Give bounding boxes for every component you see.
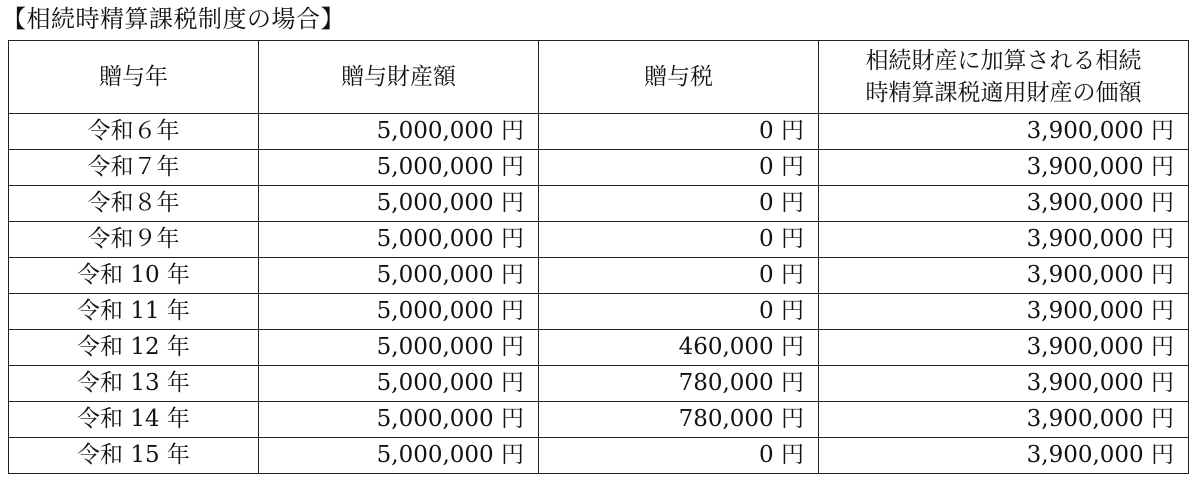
cell-year: 令和６年 xyxy=(9,114,259,150)
cell-amount: 5,000,000 円 xyxy=(259,222,539,258)
header-tax: 贈与税 xyxy=(539,41,819,114)
cell-tax: 460,000 円 xyxy=(539,330,819,366)
cell-value: 3,900,000 円 xyxy=(819,402,1189,438)
cell-amount: 5,000,000 円 xyxy=(259,330,539,366)
cell-tax: 0 円 xyxy=(539,438,819,474)
cell-amount: 5,000,000 円 xyxy=(259,150,539,186)
cell-amount: 5,000,000 円 xyxy=(259,402,539,438)
cell-year: 令和 14 年 xyxy=(9,402,259,438)
table-body xyxy=(9,114,1189,474)
cell-amount: 5,000,000 円 xyxy=(259,366,539,402)
cell-value: 3,900,000 円 xyxy=(819,330,1189,366)
table-row xyxy=(9,150,1189,186)
header-value-line1: 相続財産に加算される相続 xyxy=(865,48,1142,74)
cell-tax: 0 円 xyxy=(539,258,819,294)
table-row xyxy=(9,294,1189,330)
cell-amount: 5,000,000 円 xyxy=(259,294,539,330)
gift-tax-table xyxy=(8,40,1189,474)
table-row xyxy=(9,222,1189,258)
cell-year: 令和 10 年 xyxy=(9,258,259,294)
header-value xyxy=(819,41,1189,114)
header-row xyxy=(9,41,1189,114)
table-row xyxy=(9,438,1189,474)
cell-value: 3,900,000 円 xyxy=(819,222,1189,258)
cell-year: 令和 13 年 xyxy=(9,366,259,402)
cell-amount: 5,000,000 円 xyxy=(259,186,539,222)
table-row xyxy=(9,258,1189,294)
cell-value: 3,900,000 円 xyxy=(819,114,1189,150)
header-amount: 贈与財産額 xyxy=(259,41,539,114)
header-year: 贈与年 xyxy=(9,41,259,114)
cell-value: 3,900,000 円 xyxy=(819,186,1189,222)
table-row xyxy=(9,402,1189,438)
cell-year: 令和８年 xyxy=(9,186,259,222)
cell-value: 3,900,000 円 xyxy=(819,294,1189,330)
table-row xyxy=(9,330,1189,366)
cell-year: 令和 15 年 xyxy=(9,438,259,474)
cell-year: 令和７年 xyxy=(9,150,259,186)
table-row xyxy=(9,366,1189,402)
table-row xyxy=(9,114,1189,150)
cell-value: 3,900,000 円 xyxy=(819,366,1189,402)
cell-tax: 0 円 xyxy=(539,294,819,330)
cell-year: 令和 11 年 xyxy=(9,294,259,330)
cell-tax: 0 円 xyxy=(539,186,819,222)
cell-value: 3,900,000 円 xyxy=(819,438,1189,474)
cell-tax: 0 円 xyxy=(539,150,819,186)
cell-amount: 5,000,000 円 xyxy=(259,438,539,474)
cell-year: 令和９年 xyxy=(9,222,259,258)
section-heading: 【相続時精算課税制度の場合】 xyxy=(2,5,345,33)
cell-amount: 5,000,000 円 xyxy=(259,258,539,294)
cell-value: 3,900,000 円 xyxy=(819,258,1189,294)
cell-tax: 780,000 円 xyxy=(539,402,819,438)
cell-tax: 0 円 xyxy=(539,222,819,258)
cell-value: 3,900,000 円 xyxy=(819,150,1189,186)
cell-amount: 5,000,000 円 xyxy=(259,114,539,150)
cell-tax: 780,000 円 xyxy=(539,366,819,402)
table-header xyxy=(9,41,1189,114)
cell-year: 令和 12 年 xyxy=(9,330,259,366)
header-value-line2: 時精算課税適用財産の価額 xyxy=(865,80,1142,106)
table-row xyxy=(9,186,1189,222)
cell-tax: 0 円 xyxy=(539,114,819,150)
